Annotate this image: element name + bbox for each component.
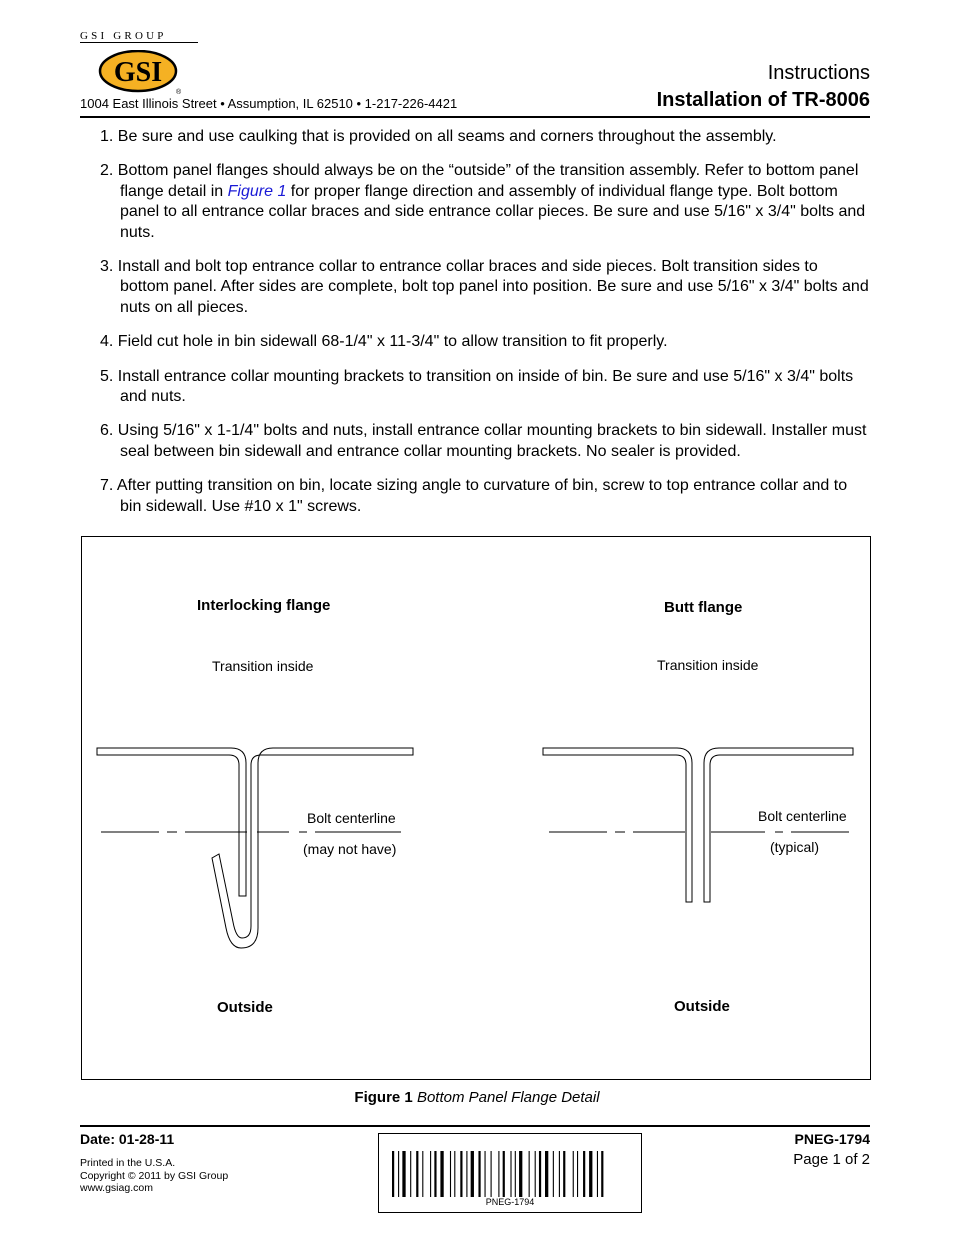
right-bolt-note: (typical) (770, 839, 820, 855)
step-item: 2. Bottom panel flanges should always be on the “outside” of the transition assembly. Refer to bottom panel flange detail in Figure 1 for proper flange direction and assembly of individual flange type. Bolt bottom panel to all entrance collar braces and side entrance collar pieces. Be sure and use 5/16" x 3/4" bolts and nuts. (100, 162, 866, 241)
left-outside-label: Outside (217, 999, 273, 1016)
left-bolt-label: Bolt centerline (307, 810, 396, 826)
page-number: Page 1 of 2 (793, 1151, 870, 1168)
right-flange-title: Butt flange (664, 599, 743, 616)
document-title: Installation of TR-8006 (656, 89, 870, 111)
left-flange-title: Interlocking flange (197, 597, 331, 614)
step-item: 4. Field cut hole in bin sidewall 68-1/4" x 11-3/4" to allow transition to fit properly. (100, 333, 668, 351)
step-item: 6. Using 5/16" x 1-1/4" bolts and nuts, install entrance collar mounting brackets to bin sidewall. Installer must seal between bin sidewall and entrance collar mounting brackets. No sealer is provided. (100, 422, 867, 460)
figure-1-link[interactable]: Figure 1 (227, 182, 287, 200)
brand-group-text: GSI GROUP (80, 30, 198, 43)
barcode-image (392, 1151, 630, 1197)
step-item: 7. After putting transition on bin, locate sizing angle to curvature of bin, screw to top entrance collar and to bin sidewall. Use #10 x 1" screws. (100, 477, 848, 515)
document-date: Date: 01-28-11 (80, 1131, 175, 1147)
barcode-number: PNEG-1794 (485, 1197, 535, 1207)
company-address: 1004 East Illinois Street • Assumption, IL 62510 • 1-217-226-4421 (80, 96, 458, 111)
left-bolt-note: (may not have) (303, 841, 397, 857)
figure-caption (0, 1089, 954, 1106)
printed-in: Printed in the U.S.A. (80, 1157, 176, 1169)
gsi-logo (98, 50, 182, 96)
svg-text:®: ® (176, 89, 182, 96)
flange-diagram (81, 536, 871, 1080)
right-butt-flange (704, 748, 853, 902)
right-panel-flange (543, 748, 692, 902)
document-kind: Instructions (767, 62, 870, 84)
part-number: PNEG-1794 (794, 1131, 870, 1147)
step-item: 3. Install and bolt top entrance collar to entrance collar braces and side pieces. Bolt transition sides to bottom panel. After sides are complete, bolt top panel into position. Be sure and use 5/16" x 3/4" bolts and nuts on all pieces. (100, 258, 869, 316)
step-item: 5. Install entrance collar mounting brackets to transition on inside of bin. Be sure and use 5/16" x 3/4" bolts and nuts. (100, 367, 854, 406)
website: www.gsiag.com (80, 1182, 153, 1194)
caption-label: Figure 1 (354, 1089, 413, 1106)
right-inside-label: Transition inside (657, 657, 759, 673)
left-inside-label: Transition inside (212, 658, 314, 674)
header-rule (80, 116, 870, 118)
step-item: 1. Be sure and use caulking that is provided on all seams and corners throughout the assembly. (100, 128, 777, 145)
right-outside-label: Outside (674, 998, 730, 1015)
footer-rule (80, 1125, 870, 1127)
right-bolt-label: Bolt centerline (758, 808, 847, 824)
left-panel-flange (97, 748, 246, 896)
footer-notes (80, 1157, 228, 1195)
instruction-steps (100, 127, 870, 531)
logo-text: GSI (113, 57, 163, 88)
caption-text: Bottom Panel Flange Detail (416, 1089, 600, 1106)
copyright: Copyright © 2011 by GSI Group (80, 1169, 229, 1182)
